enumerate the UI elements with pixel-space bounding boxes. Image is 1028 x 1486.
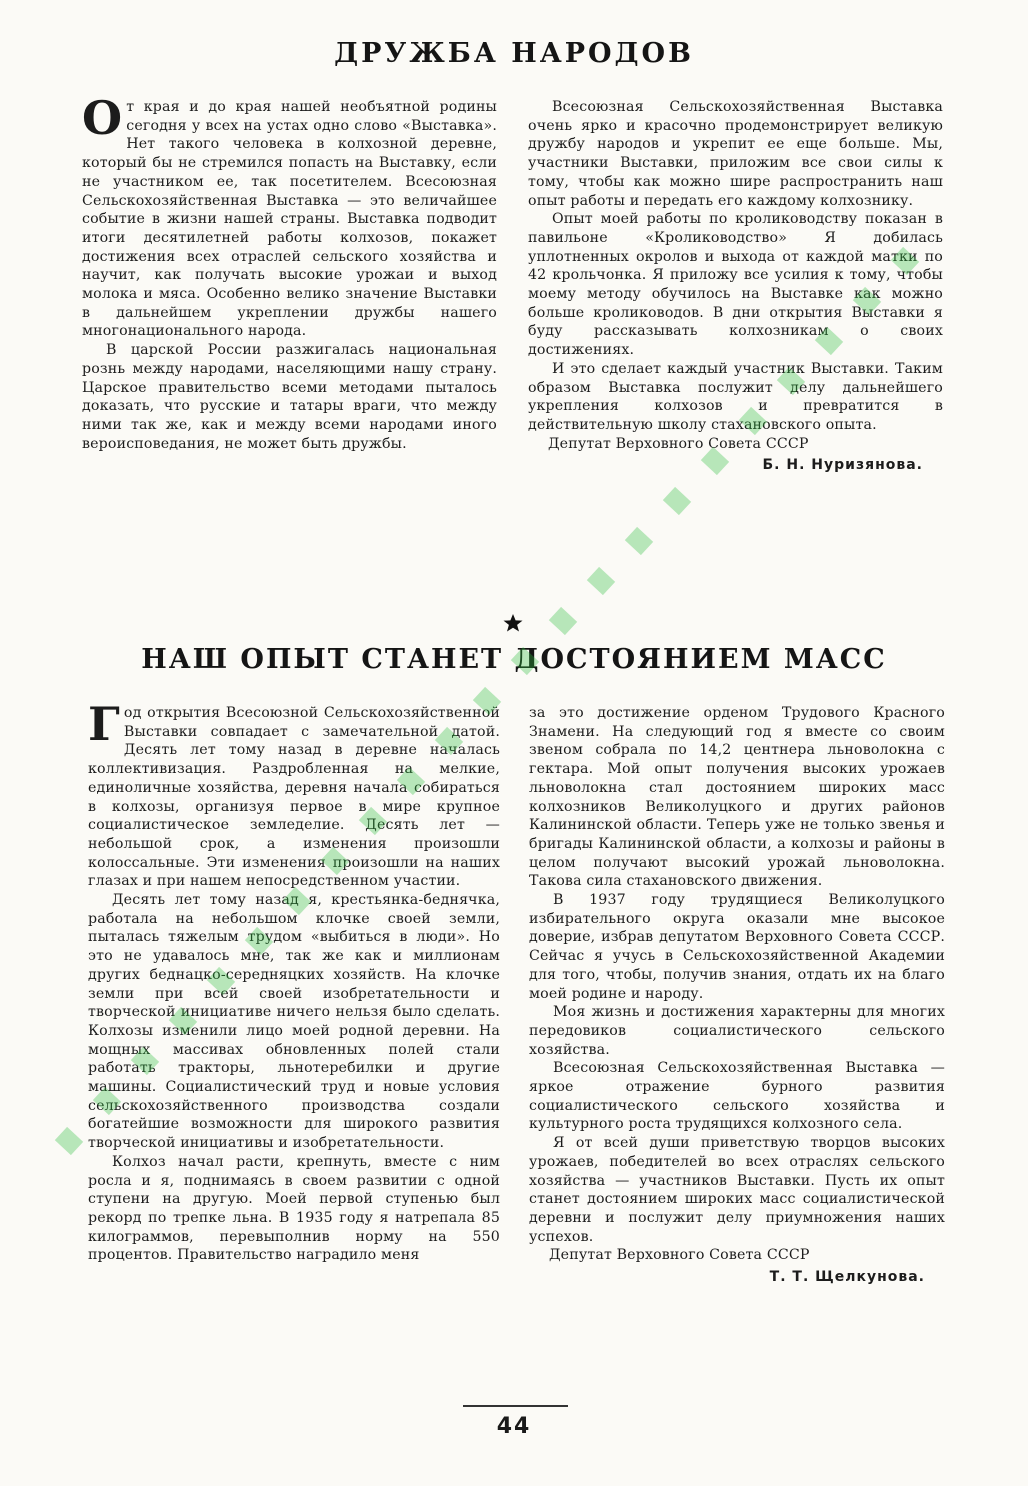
footer-rule [463,1405,568,1407]
article-1-paragraph: В царской России разжигалась национальная рознь между народами, населяющими нашу страну. Царское правительство всеми методами пыталось доказать, что русские и татары враги, что между ними так же, как и между всеми народами иного вероисповедания, не может быть дружбы. [82,342,497,452]
article-2-column-2 [529,704,945,1287]
article-1-title: ДРУЖБА НАРОДОВ [334,38,694,69]
article-1-paragraph-text: т края и до края нашей необъятной родины сегодня у всех на устах одно слово «Выставка». Нет такого человека в колхозной деревне, который бы не стремился попасть на Выставку, если не участником ее, так посетителем. Всесоюзная Сельскохозяйственная Выставка — это величайшее событие в жизни нашей страны. Выставка подводит итоги десятилетней работы колхозов, покажет достижения всех отраслей сельского хозяйства и научит, как получать высокие урожаи и выход молока и мяса. Особенно велико значение Выставки в дальнейшем укреплении дружбы нашего многонационального народа. [82,99,497,340]
article-2-paragraph: Колхоз начал расти, крепнуть, вместе с ним росла и я, поднимаясь в своем развитии с одной ступени на другую. Моей первой ступенью был рекорд по трепке льна. В 1935 году я натрепала 85 килограммов, перевыполнив норму на 550 процентов. Правительство наградило меня [88,1153,500,1264]
article-2-paragraph: В 1937 году трудящиеся Великолуцкого избирательного округа оказали мне высокое доверие, избрав депутатом Верховного Совета СССР. Сейчас я учусь в Сельскохозяйственной Академии для того, чтобы, получив знания, отдать их на благо моей родине и народу. [529,892,945,1002]
article-1-paragraph: Опыт моей работы по кролиководству показан в павильоне «Кролиководство» Я добилась уплотненных окролов и выхода от каждой матки по 42 крольчонка. Я приложу все усилия к тому, чтобы моему методу обучилось на Выставке как можно больше кролиководов. В дни открытия Выставки я буду рассказывать колхозникам о своих достижениях. [528,211,943,359]
article-2-signature-title: Депутат Верховного Совета СССР [549,1247,810,1264]
article-2-paragraph-text: од открытия Всесоюзной Сельскохозяйственной Выставки совпадает с замечательной датой. Десять лет тому назад в деревне началась коллективизация. Раздробленная на мелкие, единоличные хозяйства, деревня начала собираться в колхозы, организуя первое в мире крупное социалистическое земледелие. Десять лет — небольшой срок, а изменения произошли колоссальные. Эти изменения произошли на наших глазах и при нашем непосредственном участии. [88,705,500,890]
article-1-dropcap: О [82,91,123,145]
article-2-paragraph: Я от всей души приветствую творцов высоких урожаев, победителей во всех отраслях сельского хозяйства — участников Выставки. Пусть их опыт станет достоянием широких масс социалистической деревни и послужит делу приумножения наших успехов. [529,1135,945,1245]
article-2-paragraph: Моя жизнь и достижения характерны для многих передовиков социалистического сельского хозяйства. [529,1004,945,1058]
article-1-signature-title: Депутат Верховного Совета СССР [548,435,809,452]
article-1-paragraph [82,91,497,341]
article-1-paragraph: И это сделает каждый участник Выставки. Таким образом Выставка послужит делу дальнейшего укрепления колхозов и превратится в действительную школу стахановского опыта. [528,360,943,433]
article-2-signature-name: Т. Т. Щелкунова. [769,1269,925,1286]
article-1-column-2 [528,98,943,475]
article-2-column-1 [88,697,500,1265]
article-1-column-1 [82,91,497,453]
article-2-dropcap: Г [88,697,120,751]
article-2-paragraph: Всесоюзная Сельскохозяйственная Выставка — яркое отражение бурного развития социалистического сельского хозяйства и культурного роста трудящихся колхозного села. [529,1060,945,1133]
star-divider-icon [498,608,528,638]
article-2-paragraph: Десять лет тому назад я, крестьянка-беднячка, работала на небольшом клочке своей земли, пыталась тяжелым трудом «выбиться в люди». Но это не удавалось мне, так же как и миллионам других беднацко-середняцких хозяйств. На клочке земли при всей своей изобретательности и творческой инициативе ничего нельзя было сделать. Колхозы изменили лицо моей родной деревни. На мощных массивах обновленных полей стали работать тракторы, льнотеребилки и другие машины. Социалистический труд и новые условия сельскохозяйственного производства создали богатейшие возможности для широкого развития творческой инициативы и изобретательности. [88,892,500,1152]
article-2-paragraph [88,697,500,891]
page-number: 44 [496,1414,532,1439]
article-1-paragraph: Всесоюзная Сельскохозяйственная Выставка очень ярко и красочно продемонстрирует великую дружбу народов и укрепит ее еще больше. Мы, участники Выставки, приложим все свои силы к тому, чтобы как можно шире распространить наш опыт работы и передать его каждому колхознику. [528,99,943,209]
article-2-paragraph: за это достижение орденом Трудового Красного Знамени. На следующий год я вместе со своим звеном собрала по 14,2 центнера льноволокна с гектара. Мой опыт получения высоких урожаев льноволокна стал достоянием широких масс колхозников Великолуцкого и других районов Калининской области. Теперь уже не только звенья и бригады Калининской области, а колхозы и районы в целом получают высокий урожай льноволокна. Такова сила стахановского движения. [529,705,945,890]
article-2-title: НАШ ОПЫТ СТАНЕТ ДОСТОЯНИЕМ МАСС [141,644,887,675]
article-1-signature-name: Б. Н. Нуризянова. [762,457,923,474]
